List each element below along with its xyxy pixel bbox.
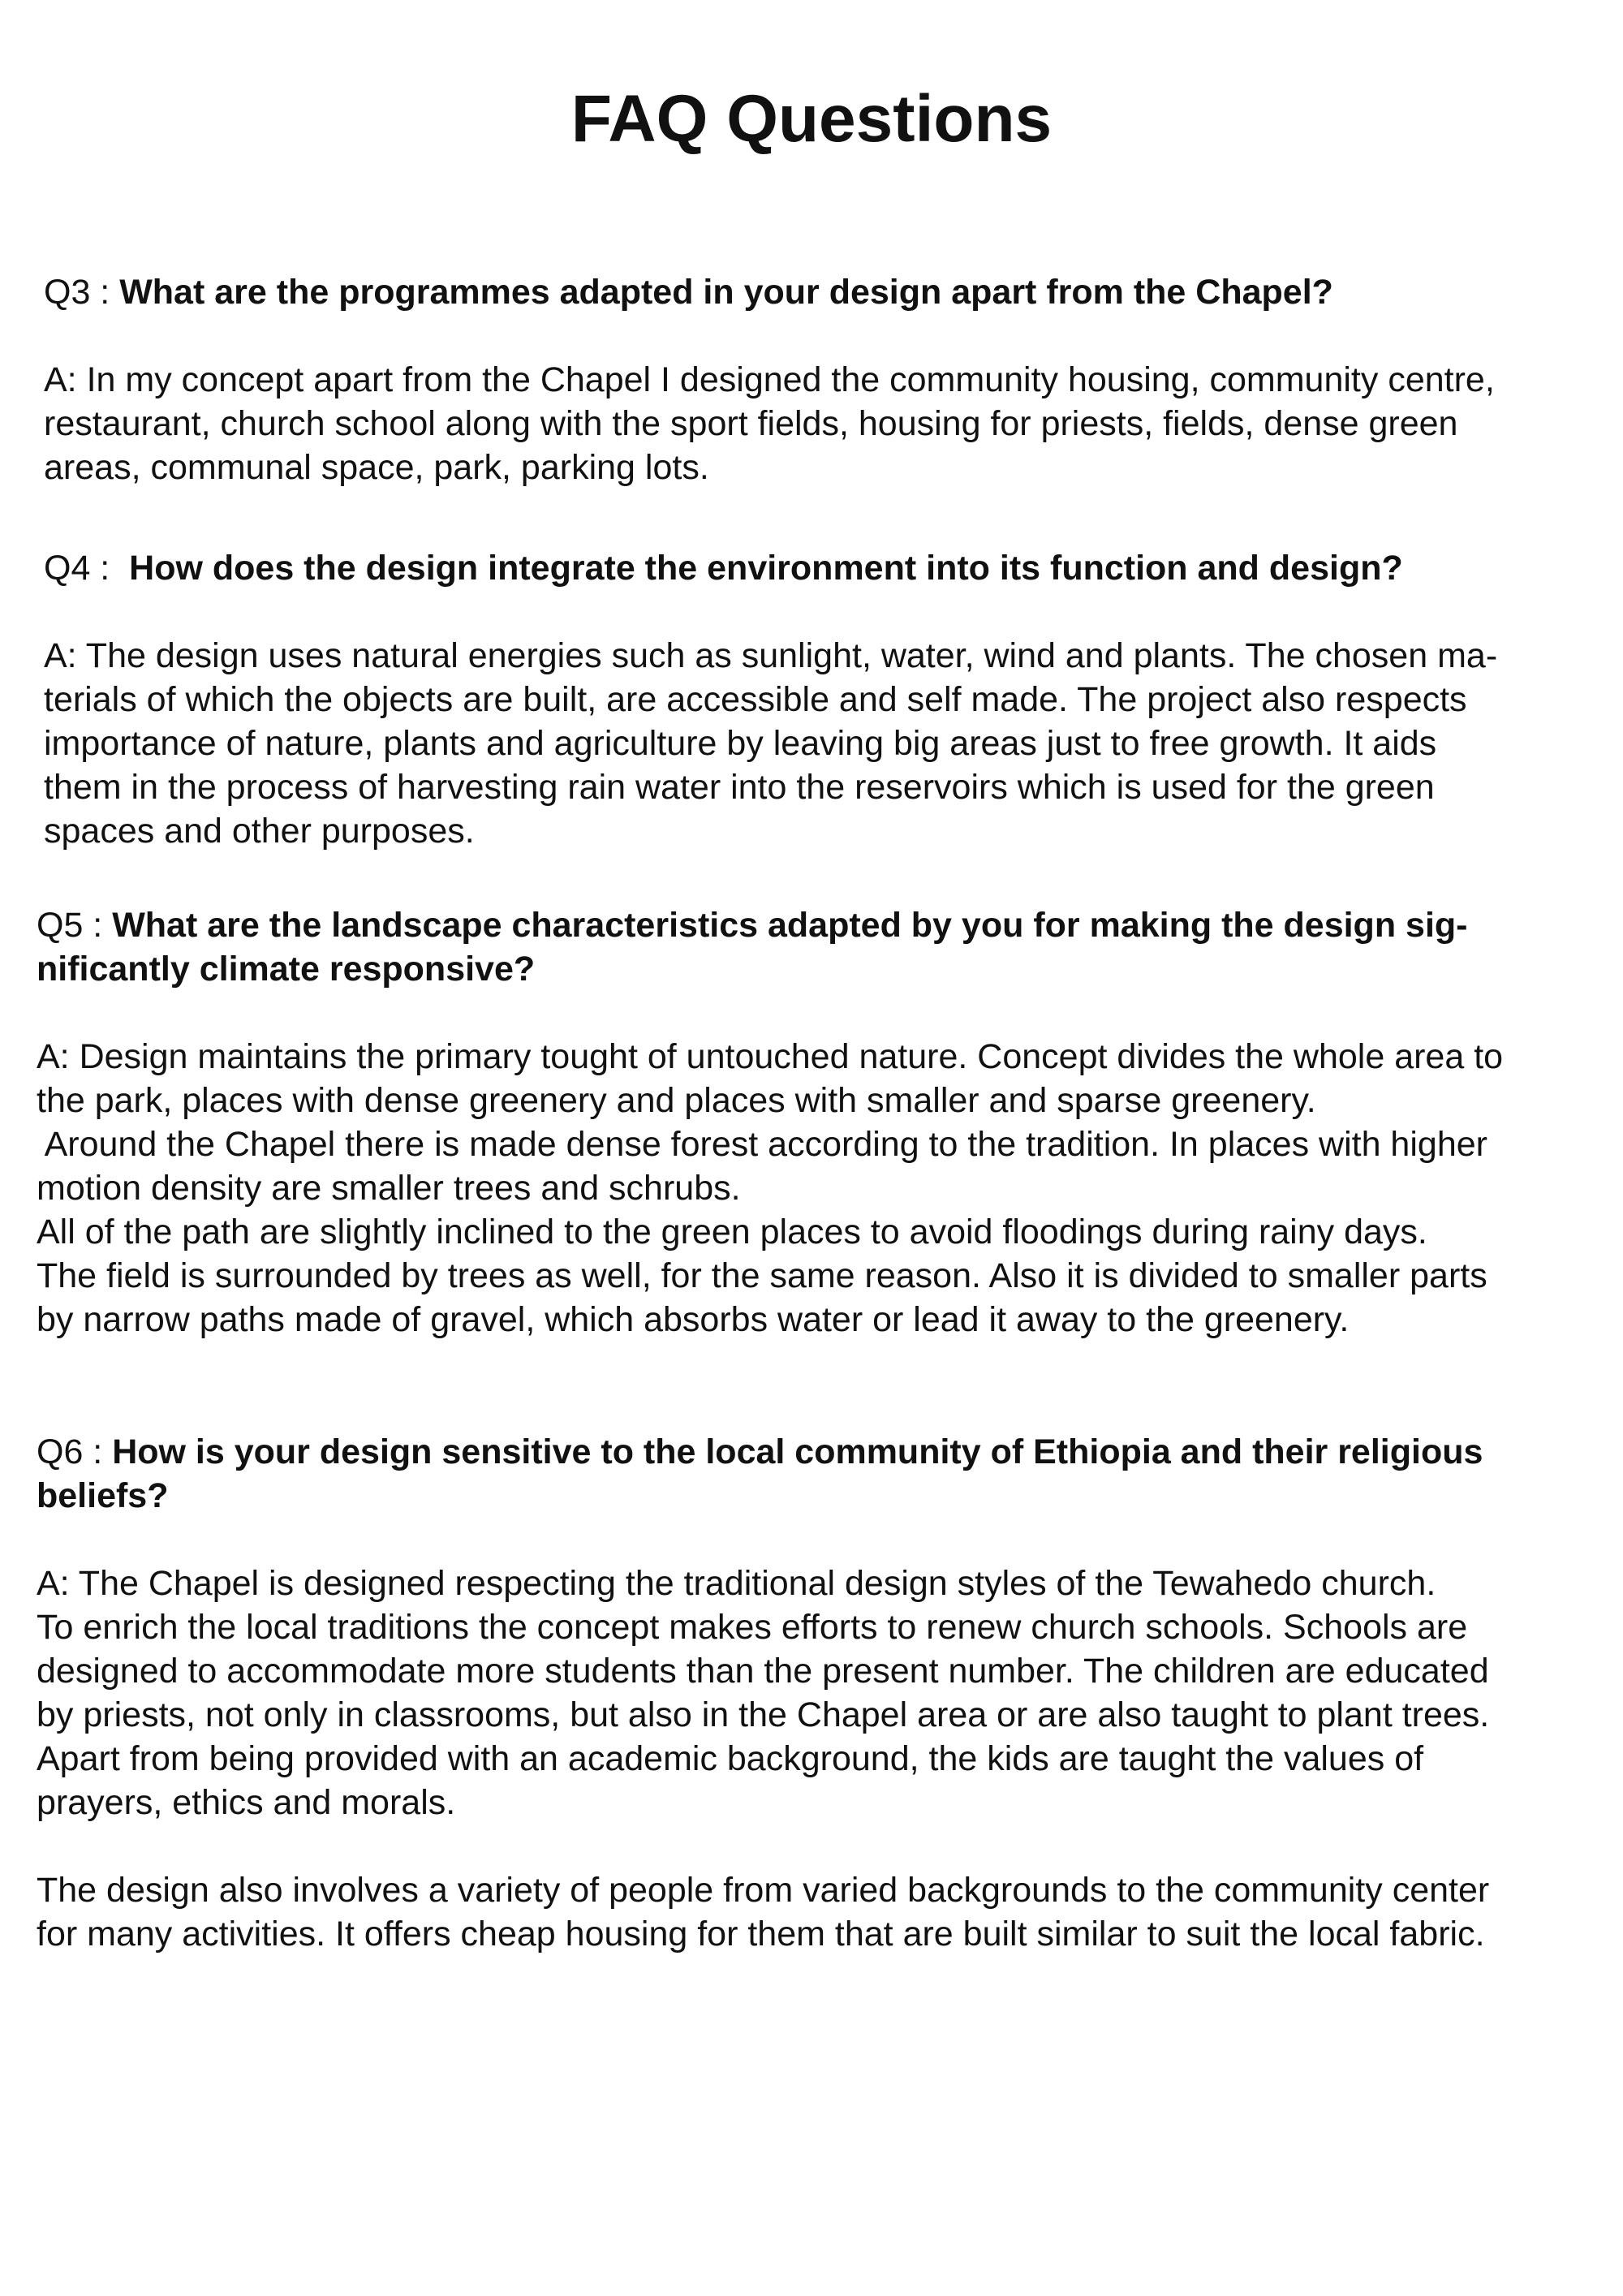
- answer-line: A: The design uses natural energies such as sunlight, water, wind and plants. The chosen ma-: [44, 636, 1498, 675]
- answer-line: The field is surrounded by trees as well, for the same reason. Also it is divided to smaller parts: [37, 1256, 1487, 1295]
- question-label: Q6 :: [37, 1432, 113, 1471]
- answer-line: importance of nature, plants and agriculture by leaving big areas just to free growth. It aids: [44, 724, 1437, 763]
- answer-line: terials of which the objects are built, are accessible and self made. The project also respects: [44, 680, 1467, 719]
- question-q6: [37, 1430, 1595, 1474]
- question-text: How is your design sensitive to the local community of Ethiopia and their religious: [112, 1432, 1483, 1471]
- answer-q6-part2: [37, 1868, 1595, 1956]
- question-text: How does the design integrate the environment into its function and design?: [129, 549, 1403, 588]
- question-q4: [44, 546, 1602, 590]
- question-q3: [44, 270, 1602, 314]
- faq-item-q5: [37, 903, 1595, 1342]
- answer-q3: [44, 358, 1602, 489]
- answer-line: A: Design maintains the primary tought of untouched nature. Concept divides the whole area to: [37, 1037, 1504, 1076]
- answer-line: by priests, not only in classrooms, but also in the Chapel area or are also taught to plant trees.: [37, 1695, 1490, 1734]
- question-label: Q4 :: [44, 549, 130, 588]
- question-q5-cont: [37, 947, 1595, 991]
- answer-line: designed to accommodate more students than the present number. The children are educated: [37, 1652, 1489, 1691]
- answer-line: motion density are smaller trees and schrubs.: [37, 1169, 741, 1208]
- answer-line: The design also involves a variety of people from varied backgrounds to the community center: [37, 1871, 1490, 1910]
- answer-line: Apart from being provided with an academic background, the kids are taught the values of: [37, 1739, 1424, 1778]
- answer-line: All of the path are slightly inclined to the green places to avoid floodings during rainy days.: [37, 1213, 1427, 1251]
- question-text: What are the landscape characteristics adapted by you for making the design sig-: [112, 906, 1468, 945]
- question-q5: [37, 903, 1595, 947]
- answer-line: the park, places with dense greenery and places with smaller and sparse greenery.: [37, 1081, 1316, 1120]
- faq-item-q6: [37, 1430, 1595, 1956]
- answer-line: spaces and other purposes.: [44, 812, 475, 851]
- answer-line: To enrich the local traditions the concept makes efforts to renew church schools. Schools are: [37, 1608, 1468, 1647]
- answer-line: prayers, ethics and morals.: [37, 1783, 456, 1822]
- question-text: beliefs?: [37, 1476, 169, 1515]
- answer-line: Around the Chapel there is made dense forest according to the tradition. In places with higher: [37, 1125, 1487, 1164]
- faq-item-q4: [44, 546, 1602, 853]
- question-label: Q5 :: [37, 906, 113, 945]
- answer-q4: [44, 634, 1602, 853]
- answer-line: them in the process of harvesting rain water into the reservoirs which is used for the green: [44, 768, 1435, 807]
- answer-line: by narrow paths made of gravel, which absorbs water or lead it away to the greenery.: [37, 1300, 1350, 1339]
- question-text: What are the programmes adapted in your design apart from the Chapel?: [119, 273, 1333, 312]
- faq-item-q3: [44, 270, 1602, 489]
- answer-line: A: The Chapel is designed respecting the traditional design styles of the Tewahedo church.: [37, 1564, 1436, 1603]
- answer-q6: [37, 1562, 1595, 1824]
- question-q6-cont: [37, 1474, 1595, 1518]
- page-title: FAQ Questions: [570, 82, 1053, 156]
- answer-line: areas, communal space, park, parking lots.: [44, 448, 709, 487]
- answer-line: for many activities. It offers cheap housing for them that are built similar to suit the local fabric.: [37, 1915, 1485, 1954]
- answer-q5: [37, 1035, 1595, 1342]
- answer-line: A: In my concept apart from the Chapel I designed the community housing, community centre,: [44, 360, 1495, 399]
- question-text: nificantly climate responsive?: [37, 950, 536, 989]
- question-label: Q3 :: [44, 273, 120, 312]
- answer-line: restaurant, church school along with the sport fields, housing for priests, fields, dense green: [44, 404, 1458, 443]
